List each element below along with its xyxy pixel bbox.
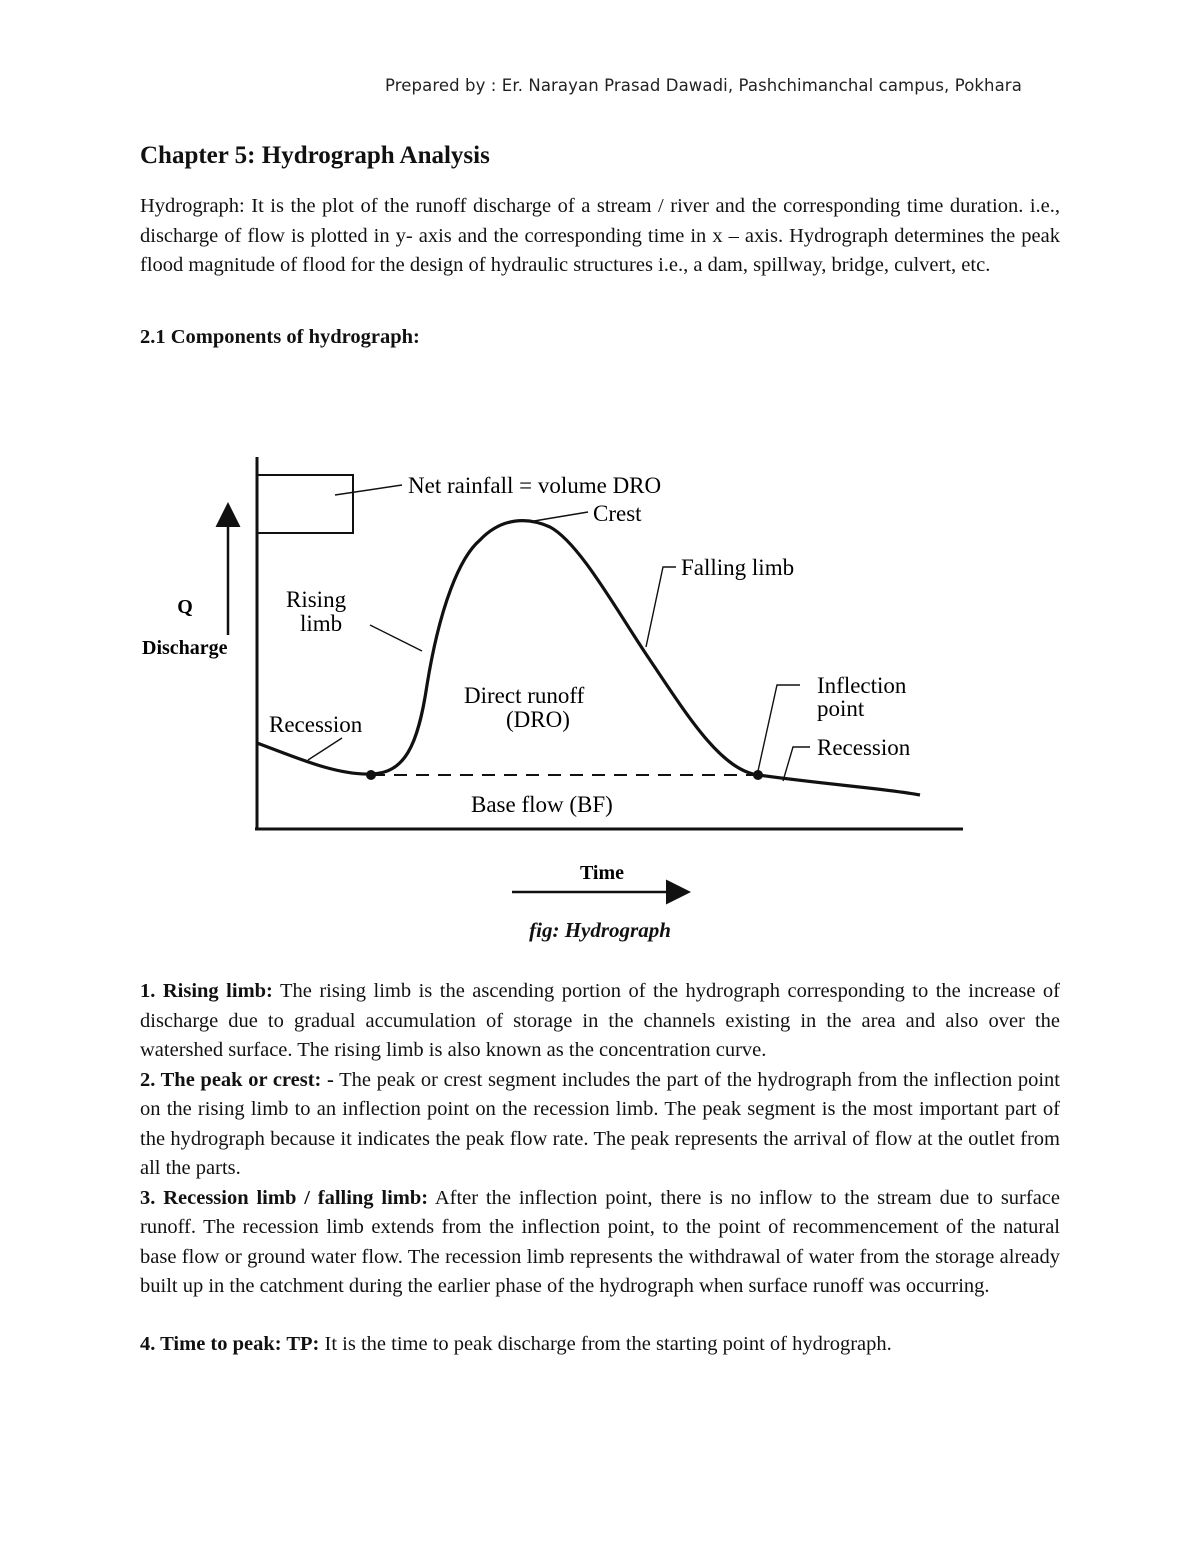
list-item — [140, 1184, 1060, 1302]
rising-limb-leader — [370, 625, 422, 651]
falling-limb-leader — [646, 567, 676, 647]
q-symbol: Q — [177, 596, 193, 618]
section-heading: 2.1 Components of hydrograph: — [140, 326, 420, 348]
hydrograph-figure — [130, 445, 980, 915]
inflection-label-line1: Inflection — [817, 673, 907, 698]
figure-caption: fig: Hydrograph — [529, 918, 671, 942]
inflection-point-dot — [753, 770, 763, 780]
rising-label-line2: limb — [300, 611, 343, 636]
dro-label-line1: Direct runoff — [464, 683, 585, 708]
net-rainfall-leader — [335, 485, 402, 495]
item-label: 3. Recession limb / falling limb: — [140, 1186, 429, 1209]
list-item — [140, 1066, 1060, 1184]
recession-left-label: Recession — [269, 712, 363, 737]
component-list — [140, 977, 1060, 1359]
crest-label: Crest — [593, 501, 642, 526]
base-flow-label: Base flow (BF) — [471, 792, 613, 817]
discharge-label: Discharge — [142, 637, 228, 659]
net-rainfall-block — [257, 475, 353, 533]
item-text: The rising limb is the ascending portion of the hydrograph corresponding to the increase of discharge due to gradual accumulation of storage in the channels existing in the area and also over the watershed surface. The rising limb is also known as the concentration curve. — [140, 980, 1060, 1061]
list-item — [140, 1330, 1060, 1360]
inflection-leader — [758, 685, 800, 771]
item-label: 2. The peak or crest: - — [140, 1068, 334, 1091]
falling-limb-label: Falling limb — [681, 555, 795, 580]
dro-label-line2: (DRO) — [506, 707, 570, 732]
inflection-label-line2: point — [817, 696, 865, 721]
item-label: 4. Time to peak: TP: — [140, 1332, 320, 1355]
item-text: The peak or crest segment includes the part of the hydrograph from the inflection point on the rising limb to an inflection point on the recession limb. The peak segment is the most important part of the hydrograph because it indicates the peak flow rate. The peak represents the arrival of flow at the outlet from all the parts. — [140, 1068, 1060, 1179]
net-rainfall-label: Net rainfall = volume DRO — [408, 473, 662, 498]
item-label: 1. Rising limb: — [140, 980, 273, 1002]
page-header-note: Prepared by : Er. Narayan Prasad Dawadi, Pashchimanchal campus, Pokhara — [385, 76, 1022, 95]
item-text: After the inflection point, there is no inflow to the stream due to surface runoff. The recession limb extends from the inflection point, to the point of recommencement of the natural base flow or ground water flow. The recession limb represents the withdrawal of water from the storage already built up in the catchment during the earlier phase of the hydrograph when surface runoff was occurring. — [140, 1186, 1061, 1297]
recession-left-leader — [308, 738, 342, 760]
recession-right-label: Recession — [817, 735, 911, 760]
crest-leader — [534, 512, 588, 521]
rising-label-line1: Rising — [286, 587, 347, 612]
recession-right-leader — [783, 747, 810, 781]
intro-paragraph: Hydrograph: It is the plot of the runoff discharge of a stream / river and the corresponding time duration. i.e., discharge of flow is plotted in y- axis and the corresponding time in x – axis. Hydrograph determines the peak flood magnitude of flood for the design of hydraulic structures i.e., a dam, spillway, bridge, culvert, etc. — [140, 195, 1060, 276]
item-text: It is the time to peak discharge from the starting point of hydrograph. — [319, 1332, 892, 1355]
chapter-title: Chapter 5: Hydrograph Analysis — [140, 142, 490, 169]
list-item — [140, 977, 1060, 1066]
start-point-dot — [366, 770, 376, 780]
time-label: Time — [579, 862, 625, 884]
